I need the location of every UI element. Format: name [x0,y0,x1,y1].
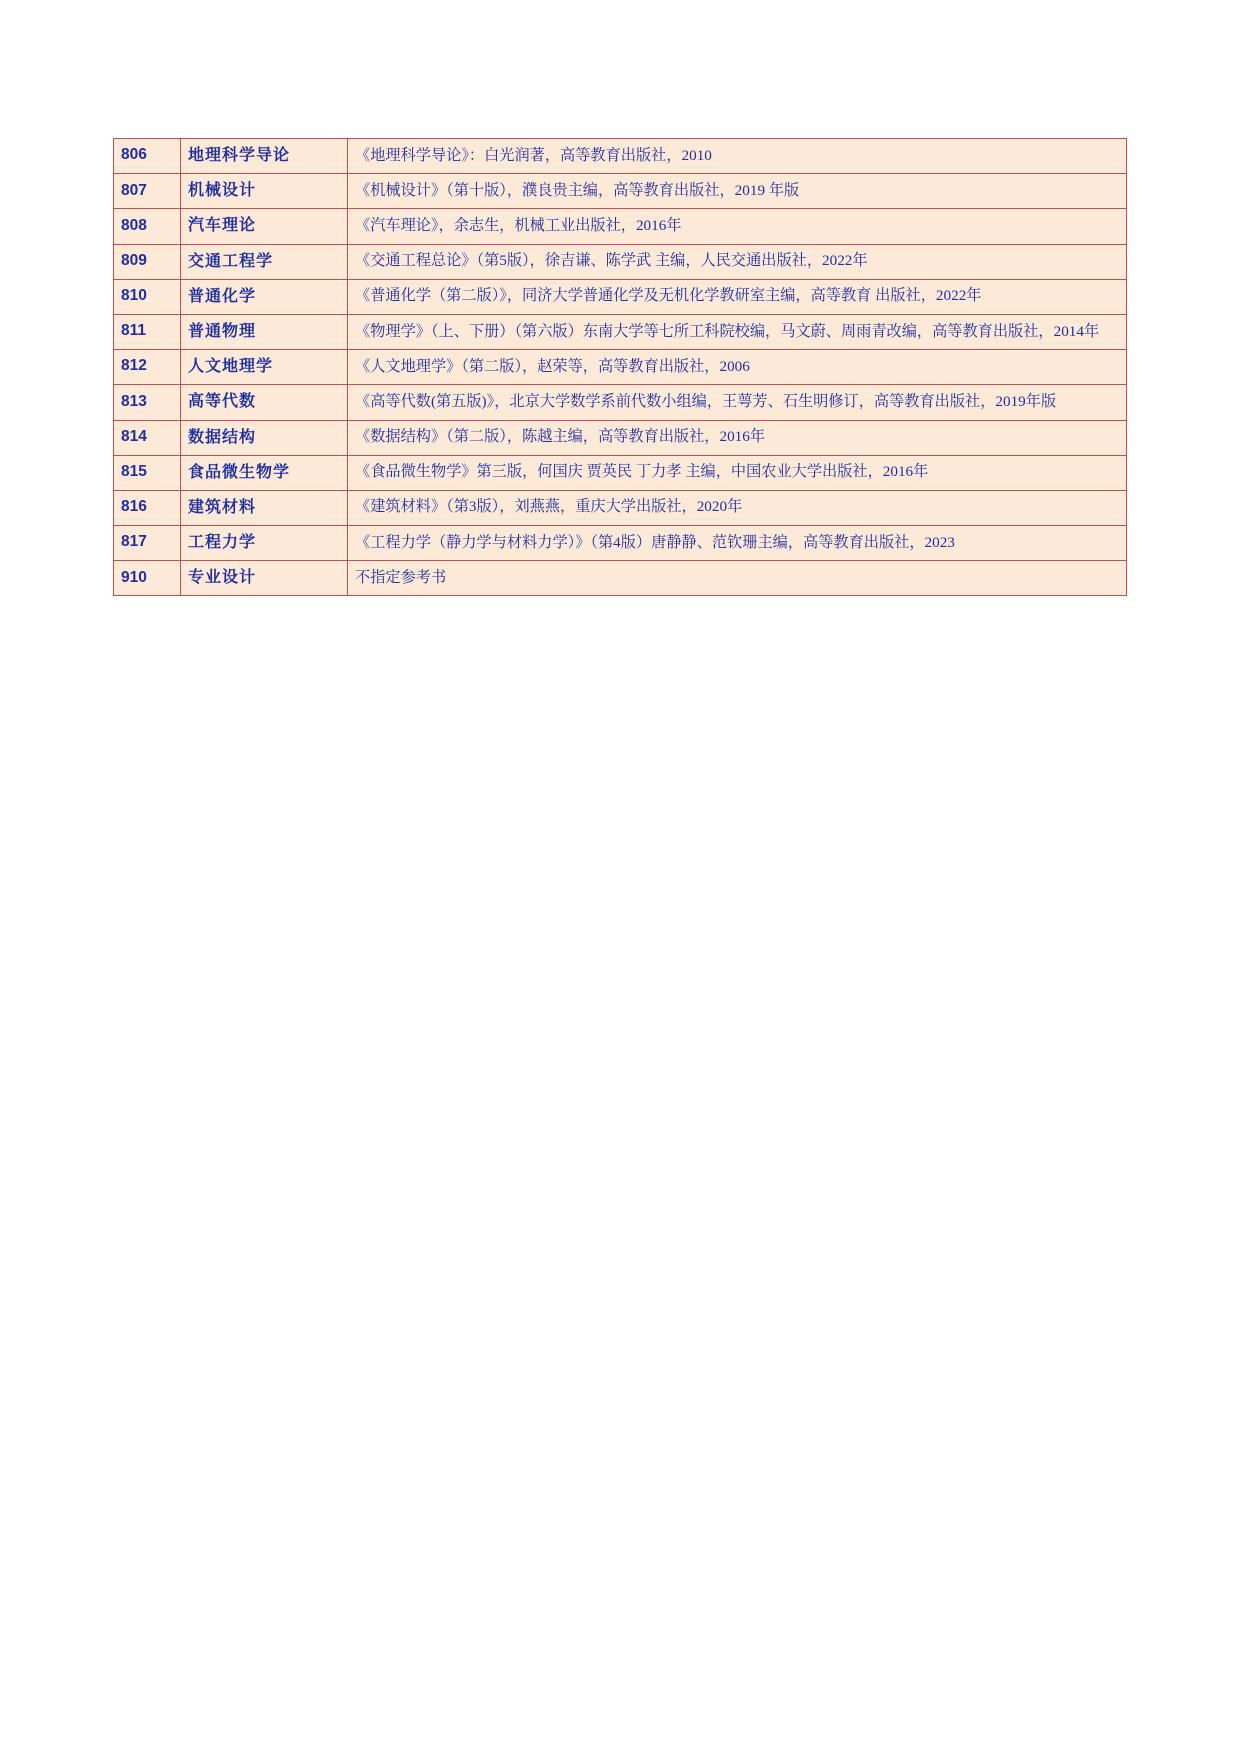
reference-book: 不指定参考书 [348,561,1127,596]
reference-book: 《普通化学（第二版）》，同济大学普通化学及无机化学教研室主编，高等教育 出版社，2022年 [348,279,1127,314]
table-row [114,455,1127,490]
subject-code: 817 [114,526,181,561]
reference-book: 《汽车理论》，余志生，机械工业出版社，2016年 [348,209,1127,244]
table-row [114,279,1127,314]
reference-book-table-container [113,138,1127,596]
reference-book: 《数据结构》（第二版），陈越主编，高等教育出版社，2016年 [348,420,1127,455]
subject-name: 普通化学 [181,279,348,314]
table-row [114,174,1127,209]
subject-code: 806 [114,139,181,174]
subject-name: 工程力学 [181,526,348,561]
reference-book: 《建筑材料》（第3版），刘燕燕，重庆大学出版社，2020年 [348,490,1127,525]
reference-book: 《地理科学导论》：白光润著，高等教育出版社，2010 [348,139,1127,174]
table-row [114,526,1127,561]
subject-name: 汽车理论 [181,209,348,244]
reference-book-table [113,138,1127,596]
reference-book: 《食品微生物学》第三版，何国庆 贾英民 丁力孝 主编，中国农业大学出版社，2016年 [348,455,1127,490]
table-body [114,139,1127,596]
subject-name: 普通物理 [181,314,348,349]
reference-book: 《高等代数(第五版)》，北京大学数学系前代数小组编，王萼芳、石生明修订，高等教育出版社，2019年版 [348,385,1127,420]
reference-book: 《交通工程总论》（第5版），徐吉谦、陈学武 主编，人民交通出版社，2022年 [348,244,1127,279]
subject-code: 808 [114,209,181,244]
reference-book: 《人文地理学》（第二版），赵荣等，高等教育出版社，2006 [348,350,1127,385]
table-row [114,420,1127,455]
table-row [114,350,1127,385]
table-row [114,490,1127,525]
table-row [114,385,1127,420]
subject-code: 811 [114,314,181,349]
subject-code: 814 [114,420,181,455]
subject-name: 高等代数 [181,385,348,420]
subject-name: 地理科学导论 [181,139,348,174]
subject-code: 815 [114,455,181,490]
subject-name: 交通工程学 [181,244,348,279]
table-row [114,314,1127,349]
subject-name: 人文地理学 [181,350,348,385]
subject-name: 数据结构 [181,420,348,455]
subject-name: 建筑材料 [181,490,348,525]
subject-code: 810 [114,279,181,314]
subject-code: 809 [114,244,181,279]
subject-name: 专业设计 [181,561,348,596]
subject-code: 812 [114,350,181,385]
subject-code: 910 [114,561,181,596]
reference-book: 《机械设计》（第十版），濮良贵主编，高等教育出版社，2019 年版 [348,174,1127,209]
subject-name: 机械设计 [181,174,348,209]
subject-code: 813 [114,385,181,420]
reference-book: 《物理学》（上、下册）（第六版）东南大学等七所工科院校编，马文蔚、周雨青改编，高等教育出版社，2014年 [348,314,1127,349]
table-row [114,244,1127,279]
table-row [114,139,1127,174]
table-row [114,561,1127,596]
subject-name: 食品微生物学 [181,455,348,490]
reference-book: 《工程力学（静力学与材料力学）》（第4版）唐静静、范钦珊主编，高等教育出版社，2023 [348,526,1127,561]
subject-code: 816 [114,490,181,525]
table-row [114,209,1127,244]
subject-code: 807 [114,174,181,209]
